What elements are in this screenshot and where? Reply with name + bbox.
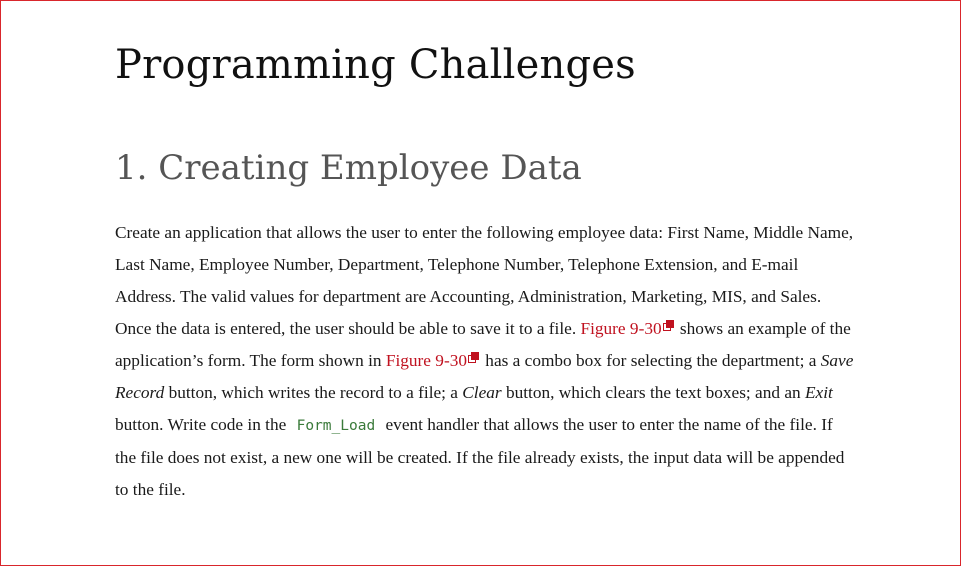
- external-link-icon[interactable]: [663, 320, 673, 330]
- document-content: [115, 39, 855, 499]
- figure-9-30-link[interactable]: Figure 9-30: [385, 351, 467, 370]
- figure-9-30-link[interactable]: Figure 9-30: [580, 319, 662, 338]
- challenge-paragraph: [115, 217, 855, 506]
- section-title: Programming Challenges: [115, 42, 636, 88]
- paragraph-text: Create an application that allows the user to enter the following employee data: First Name, Middle Name, Last Name, Employee Number, Department, Telephone Number, Telephone Extension, and E-mail Address. The valid values for department are Accounting, Administration, Marketing, MIS, and Sales. Once the data is entered, the user should be able to save it to a file.: [115, 223, 854, 338]
- external-link-icon[interactable]: [468, 352, 478, 362]
- paragraph-text: button. Write code in the: [115, 415, 291, 434]
- save-record-term: Save Record: [115, 351, 854, 402]
- paragraph-text: event handler that allows the user to enter the name of the file. If the file does not exist, a new one will be created. If the file already exists, the input data will be appended to the file.: [115, 415, 845, 499]
- form-load-code: Form_Load: [296, 418, 376, 434]
- paragraph-text: button, which writes the record to a file; a: [164, 383, 463, 402]
- exit-term: Exit: [804, 383, 833, 402]
- challenge-heading: 1. Creating Employee Data: [115, 148, 582, 188]
- clear-term: Clear: [462, 383, 502, 402]
- paragraph-text: shows an example of the application’s form. The form shown in: [115, 319, 851, 370]
- paragraph-text: has a combo box for selecting the department; a: [480, 351, 821, 370]
- paragraph-text: button, which clears the text boxes; and an: [501, 383, 805, 402]
